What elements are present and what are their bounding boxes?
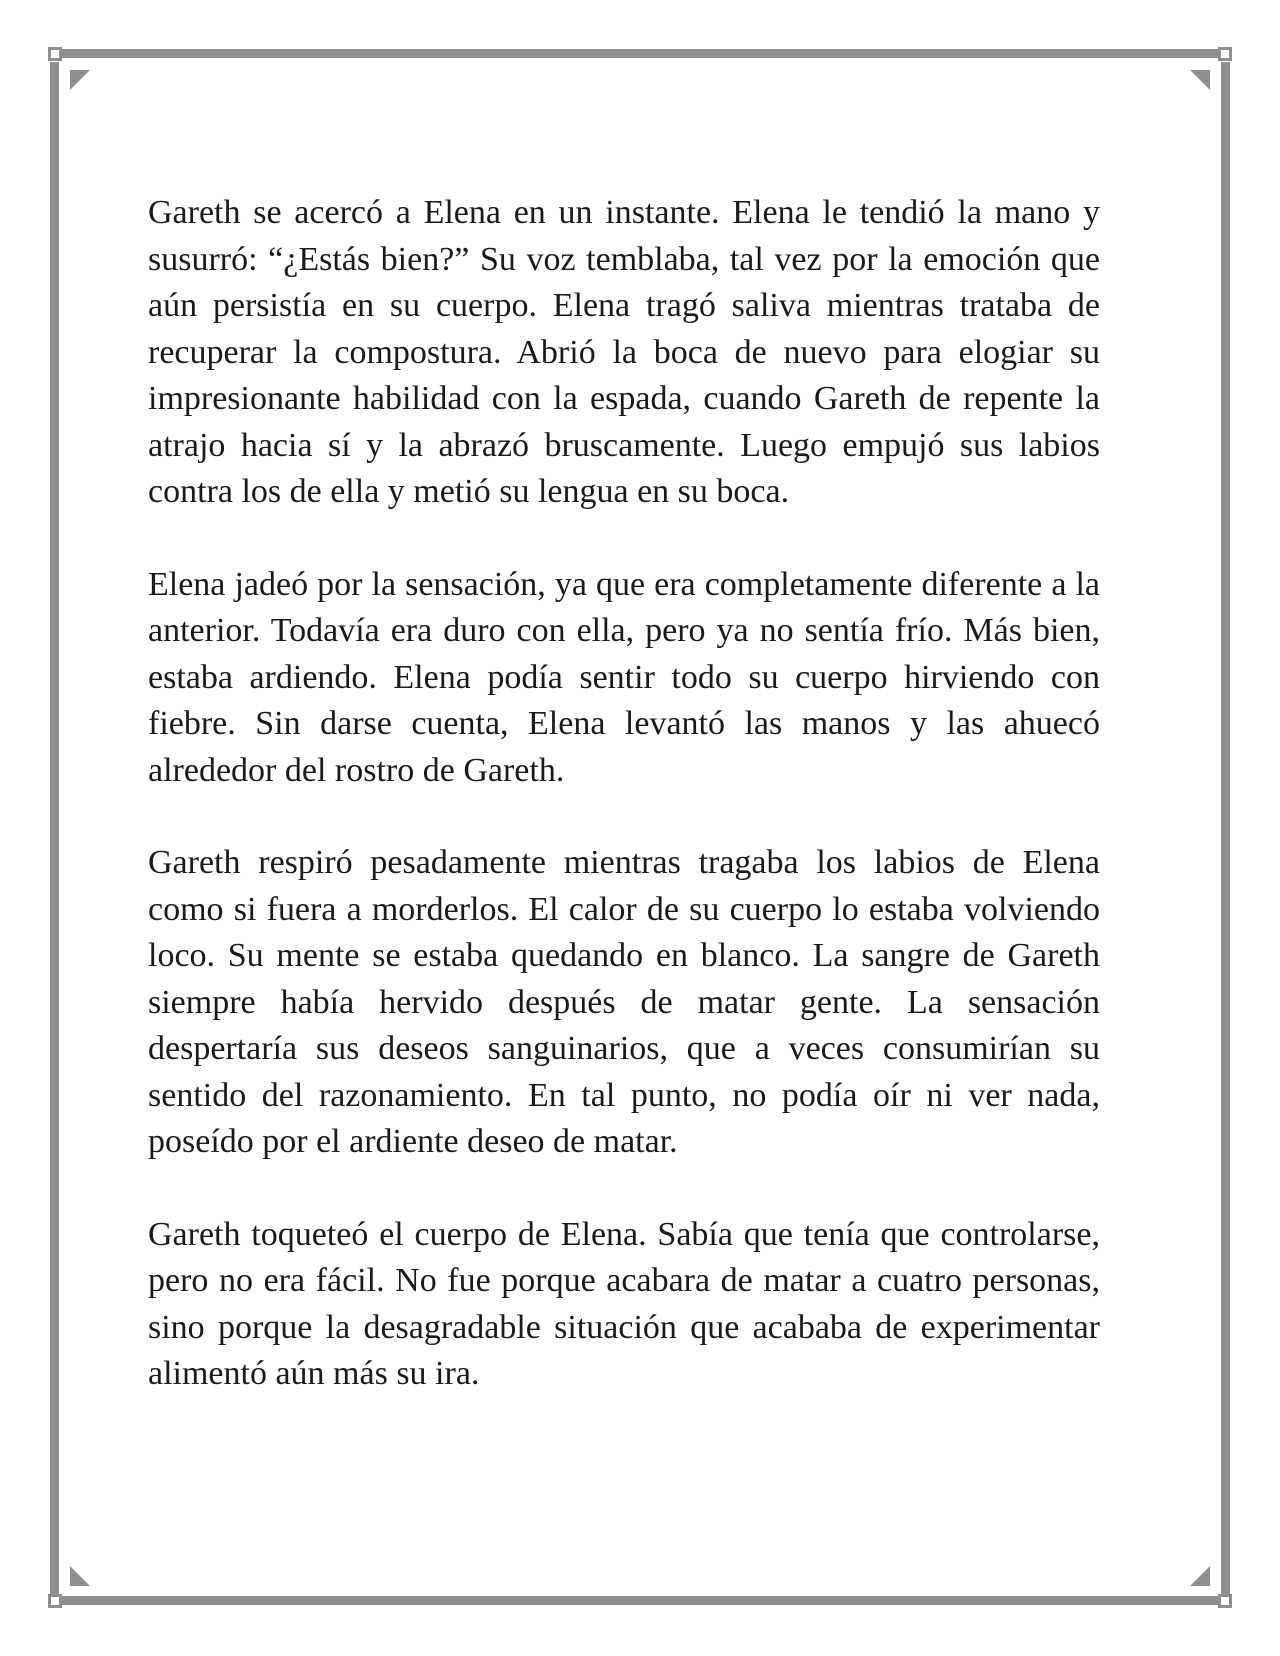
paragraph-4: Gareth toqueteó el cuerpo de Elena. Sabía que tenía que controlarse, pero no era fácil. No fue porque acabara de matar a cuatro personas, sino porque la desagradable situación que acababa de experimentar alimentó aún más su ira. (148, 1215, 1100, 1392)
frame-border-right (1221, 62, 1230, 1594)
frame-border-top (62, 49, 1218, 58)
frame-corner-triangle-bottom-right-icon (1190, 1566, 1210, 1586)
frame-corner-square-bottom-right (1218, 1594, 1232, 1608)
frame-corner-square-bottom-left (48, 1594, 62, 1608)
frame-corner-triangle-bottom-left-icon (70, 1566, 90, 1586)
paragraph-3: Gareth respiró pesadamente mientras tragaba los labios de Elena como si fuera a morderlos. El calor de su cuerpo lo estaba volviendo loco. Su mente se estaba quedando en blanco. La sangre de Gareth siempre había hervido después de matar gente. La sensación despertaría sus deseos sanguinarios, que a veces consumirían su sentido del razonamiento. En tal punto, no podía oír ni ver nada, poseído por el ardiente deseo de matar. (148, 844, 1100, 1160)
paragraph-1: Gareth se acercó a Elena en un instante. Elena le tendió la mano y susurró: “¿Estás bien?” Su voz temblaba, tal vez por la emoción que aún persistía en su cuerpo. Elena tragó saliva mientras trataba de recuperar la compostura. Abrió la boca de nuevo para elogiar su impresionante habilidad con la espada, cuando Gareth de repente la atrajo hacia sí y la abrazó bruscamente. Luego empujó sus labios contra los de ella y metió su lengua en su boca. (148, 194, 1100, 510)
frame-border-left (50, 62, 59, 1594)
paragraph-2: Elena jadeó por la sensación, ya que era completamente diferente a la anterior. Todavía era duro con ella, pero ya no sentía frío. Más bien, estaba ardiendo. Elena podía sentir todo su cuerpo hirviendo con fiebre. Sin darse cuenta, Elena levantó las manos y las ahuecó alrededor del rostro de Gareth. (148, 565, 1100, 789)
frame-corner-triangle-top-left-icon (70, 70, 90, 90)
frame-corner-square-top-right (1218, 47, 1232, 61)
frame-border-bottom (62, 1596, 1218, 1605)
page-body (148, 190, 1100, 1398)
frame-corner-triangle-top-right-icon (1190, 70, 1210, 90)
frame-corner-square-top-left (48, 47, 62, 61)
